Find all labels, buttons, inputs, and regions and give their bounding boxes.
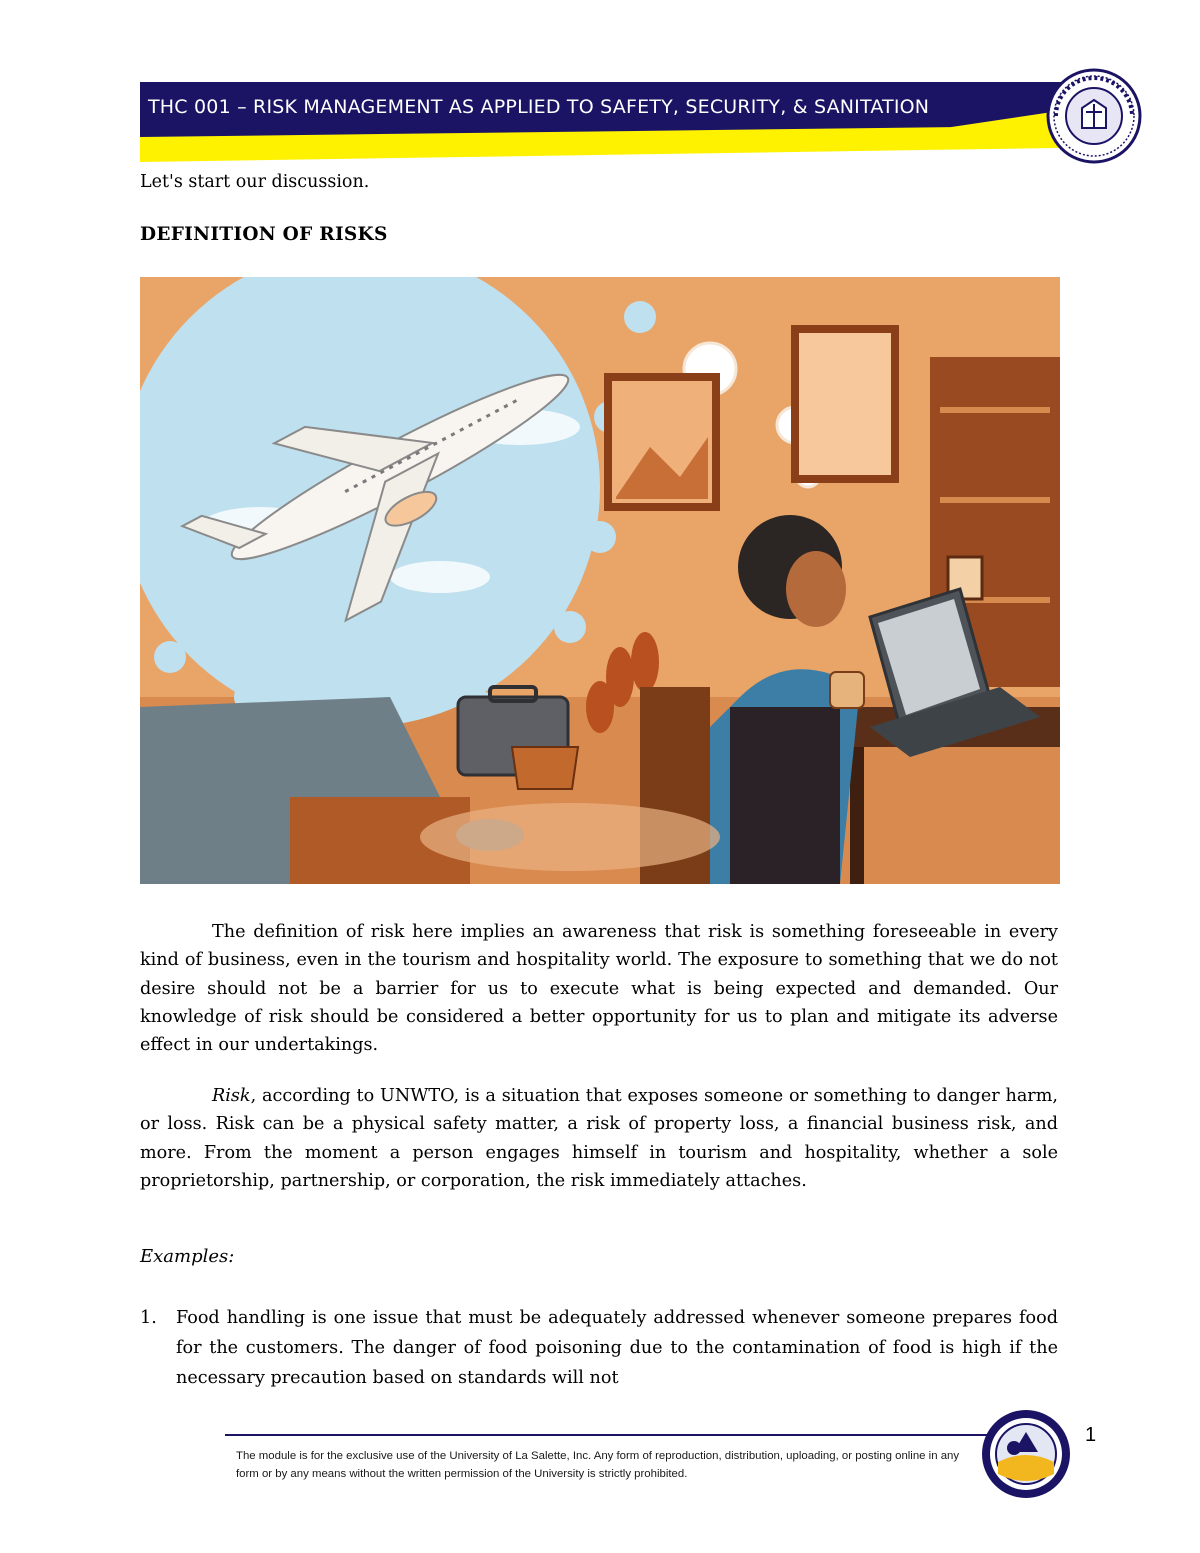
intro-text: Let's start our discussion. xyxy=(140,172,370,192)
university-seal-icon xyxy=(1046,68,1142,164)
travel-risk-illustration xyxy=(140,277,1060,884)
list-item-number: 1. xyxy=(140,1308,157,1328)
examples-label: Examples: xyxy=(140,1246,235,1267)
footer-divider xyxy=(225,1434,1005,1436)
page-number: 1 xyxy=(1085,1424,1097,1446)
footer-notice: The module is for the exclusive use of the University of La Salette, Inc. Any form of reproduction, distribution, uploading, or posting online in any form or by any means without the written permission of the University is strictly prohibited. xyxy=(236,1450,960,1480)
list-item-text: Food handling is one issue that must be adequately addressed whenever someone prepares food for the customers. The danger of food poisoning due to the contamination of food is high if the necessary precaution based on standards will not xyxy=(176,1308,1058,1388)
paragraph-unwto-text: , according to UNWTO, is a situation that exposes someone or something to danger harm, or loss. Risk can be a physical safety matter, a risk of property loss, a financial business risk, and more. From the moment a person engages himself in tourism and hospitality, whether a sole proprietorship, partnership, or corporation, the risk immediately attaches. xyxy=(140,1086,1058,1191)
college-seal-icon xyxy=(980,1408,1072,1500)
paragraph-unwto xyxy=(140,1082,1058,1195)
section-heading: DEFINITION OF RISKS xyxy=(140,224,388,245)
paragraph-definition: The definition of risk here implies an awareness that risk is something foreseeable in every kind of business, even in the tourism and hospitality world. The exposure to something that we do not desire should not be a barrier for us to execute what is being expected and demanded. Our knowledge of risk should be considered a better opportunity for us to plan and mitigate its adverse effect in our undertakings. xyxy=(140,922,1058,1056)
course-title: THC 001 – RISK MANAGEMENT AS APPLIED TO SAFETY, SECURITY, & SANITATION xyxy=(148,96,930,118)
list-item xyxy=(140,1303,1058,1393)
risk-term: Risk xyxy=(212,1086,251,1106)
